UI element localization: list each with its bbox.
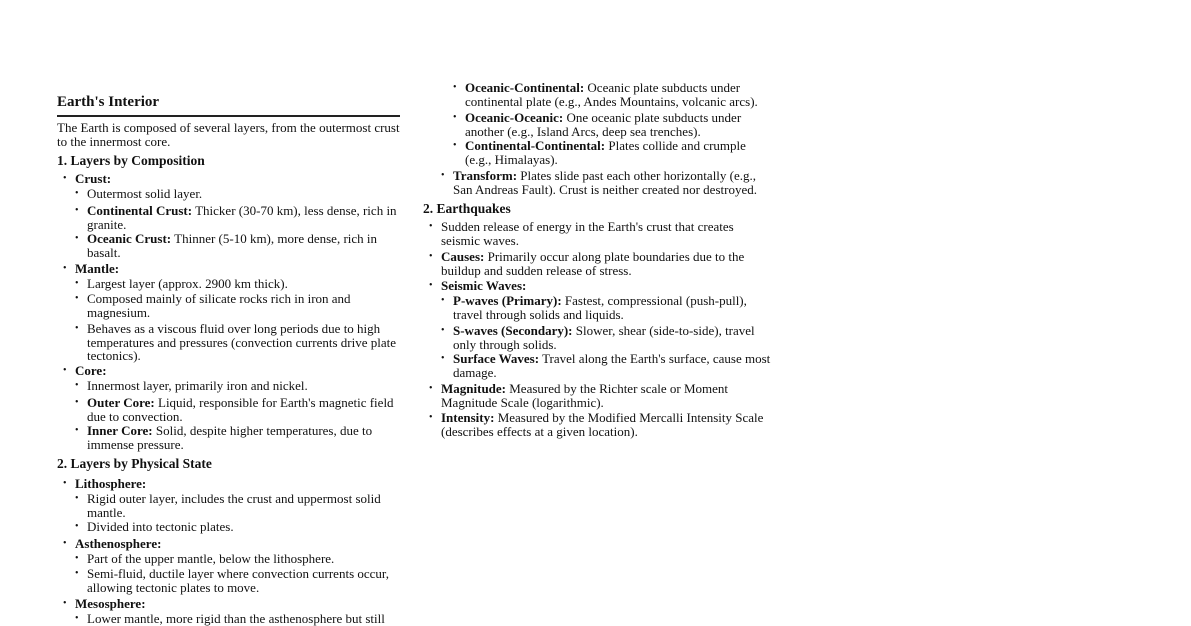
transform-text: Plates slide past each other horizontally (e.g., San Andreas Fault). Crust is neither created nor destroyed. bbox=[453, 168, 757, 197]
s-waves-text: Slower, shear (side-to-side), travel only through solids. bbox=[453, 323, 755, 352]
list-item-mesosphere bbox=[63, 597, 395, 611]
list-item bbox=[75, 379, 402, 393]
mantle-item-3: Behaves as a viscous fluid over long periods due to high temperatures and pressures (convection currents drive plate tectonics). bbox=[87, 321, 396, 364]
asthenosphere-label: Asthenosphere: bbox=[75, 536, 162, 551]
list-item bbox=[441, 352, 783, 379]
list-item-lithosphere bbox=[63, 477, 395, 491]
page-title: Earth's Interior bbox=[57, 94, 400, 117]
list-item bbox=[453, 111, 755, 138]
intensity-text: Measured by the Modified Mercalli Intensity Scale (describes effects at a given location). bbox=[441, 410, 764, 439]
list-item bbox=[75, 520, 402, 534]
oceanic-crust-text: Thinner (5-10 km), more dense, rich in basalt. bbox=[87, 231, 378, 260]
list-item bbox=[75, 567, 412, 594]
continental-crust-text: Thicker (30-70 km), less dense, rich in granite. bbox=[87, 203, 397, 232]
list-item bbox=[75, 232, 387, 259]
mantle-item-2: Composed mainly of silicate rocks rich in iron and magnesium. bbox=[87, 291, 351, 320]
list-item bbox=[441, 324, 773, 351]
intro-paragraph: The Earth is composed of several layers, from the outermost crust to the innermost core. bbox=[57, 120, 400, 149]
list-item bbox=[75, 187, 402, 201]
oceanic-continental-label: Oceanic-Continental: bbox=[465, 80, 585, 95]
list-item bbox=[75, 612, 412, 626]
list-item bbox=[453, 139, 760, 166]
list-item bbox=[75, 424, 397, 451]
continental-crust-label: Continental Crust: bbox=[87, 203, 193, 218]
earthquakes-item-1: Sudden release of energy in the Earth's crust that creates seismic waves. bbox=[441, 219, 734, 248]
earthquakes-heading: 2. Earthquakes bbox=[423, 201, 511, 216]
list-item bbox=[429, 382, 751, 409]
list-item bbox=[75, 492, 397, 519]
s-waves-label: S-waves (Secondary): bbox=[453, 323, 573, 338]
magnitude-text: Measured by the Richter scale or Moment Magnitude Scale (logarithmic). bbox=[441, 381, 729, 410]
p-waves-label: P-waves (Primary): bbox=[453, 293, 562, 308]
continental-continental-text: Plates collide and crumple (e.g., Himalayas). bbox=[465, 138, 746, 167]
seismic-waves-label: Seismic Waves: bbox=[441, 278, 527, 293]
list-item bbox=[75, 552, 402, 566]
list-item-core bbox=[63, 364, 395, 378]
p-waves-text: Fastest, compressional (push-pull), travel through solids and liquids. bbox=[453, 293, 747, 322]
list-item bbox=[75, 292, 377, 319]
crust-outermost: Outermost solid layer. bbox=[87, 186, 203, 201]
list-item bbox=[429, 250, 761, 277]
oceanic-oceanic-text: One oceanic plate subducts under another (e.g., Island Arcs, deep sea trenches). bbox=[465, 110, 742, 139]
mantle-item-1: Largest layer (approx. 2900 km thick). bbox=[87, 276, 288, 291]
lithosphere-item-2: Divided into tectonic plates. bbox=[87, 519, 234, 534]
list-item bbox=[441, 169, 769, 196]
causes-text: Primarily occur along plate boundaries due to the buildup and sudden release of stress. bbox=[441, 249, 745, 278]
list-item bbox=[429, 279, 761, 293]
inner-core-label: Inner Core: bbox=[87, 423, 153, 438]
list-item bbox=[75, 322, 412, 363]
asthenosphere-item-2: Semi-fluid, ductile layer where convection currents occur, allowing tectonic plates to move. bbox=[87, 566, 389, 595]
list-item bbox=[429, 220, 751, 247]
list-item bbox=[441, 294, 763, 321]
core-item-1: Innermost layer, primarily iron and nickel. bbox=[87, 378, 308, 393]
lithosphere-label: Lithosphere: bbox=[75, 476, 147, 491]
mesosphere-label: Mesosphere: bbox=[75, 596, 146, 611]
list-item-crust bbox=[63, 172, 395, 186]
mantle-label: Mantle: bbox=[75, 261, 120, 276]
lithosphere-item-1: Rigid outer layer, includes the crust and uppermost solid mantle. bbox=[87, 491, 381, 520]
list-item bbox=[75, 396, 412, 423]
mesosphere-item-1: Lower mantle, more rigid than the asthenosphere but still bbox=[87, 611, 385, 626]
list-item bbox=[453, 81, 770, 108]
list-item-asthenosphere bbox=[63, 537, 395, 551]
crust-label: Crust: bbox=[75, 171, 112, 186]
core-label: Core: bbox=[75, 363, 107, 378]
list-item bbox=[429, 411, 771, 438]
outer-core-text: Liquid, responsible for Earth's magnetic field due to convection. bbox=[87, 395, 394, 424]
transform-label: Transform: bbox=[453, 168, 518, 183]
outer-core-label: Outer Core: bbox=[87, 395, 155, 410]
causes-label: Causes: bbox=[441, 249, 485, 264]
list-item bbox=[75, 277, 402, 291]
oceanic-crust-label: Oceanic Crust: bbox=[87, 231, 172, 246]
surface-waves-label: Surface Waves: bbox=[453, 351, 540, 366]
surface-waves-text: Travel along the Earth's surface, cause most damage. bbox=[453, 351, 771, 380]
list-item-mantle bbox=[63, 262, 395, 276]
oceanic-oceanic-label: Oceanic-Oceanic: bbox=[465, 110, 564, 125]
asthenosphere-item-1: Part of the upper mantle, below the lithosphere. bbox=[87, 551, 335, 566]
oceanic-continental-text: Oceanic plate subducts under continental plate (e.g., Andes Mountains, volcanic arcs). bbox=[465, 80, 758, 109]
inner-core-text: Solid, despite higher temperatures, due to immense pressure. bbox=[87, 423, 373, 452]
physical-heading: 2. Layers by Physical State bbox=[57, 456, 212, 471]
intensity-label: Intensity: bbox=[441, 410, 495, 425]
composition-heading: 1. Layers by Composition bbox=[57, 153, 205, 168]
continental-continental-label: Continental-Continental: bbox=[465, 138, 606, 153]
magnitude-label: Magnitude: bbox=[441, 381, 506, 396]
list-item bbox=[75, 204, 402, 231]
